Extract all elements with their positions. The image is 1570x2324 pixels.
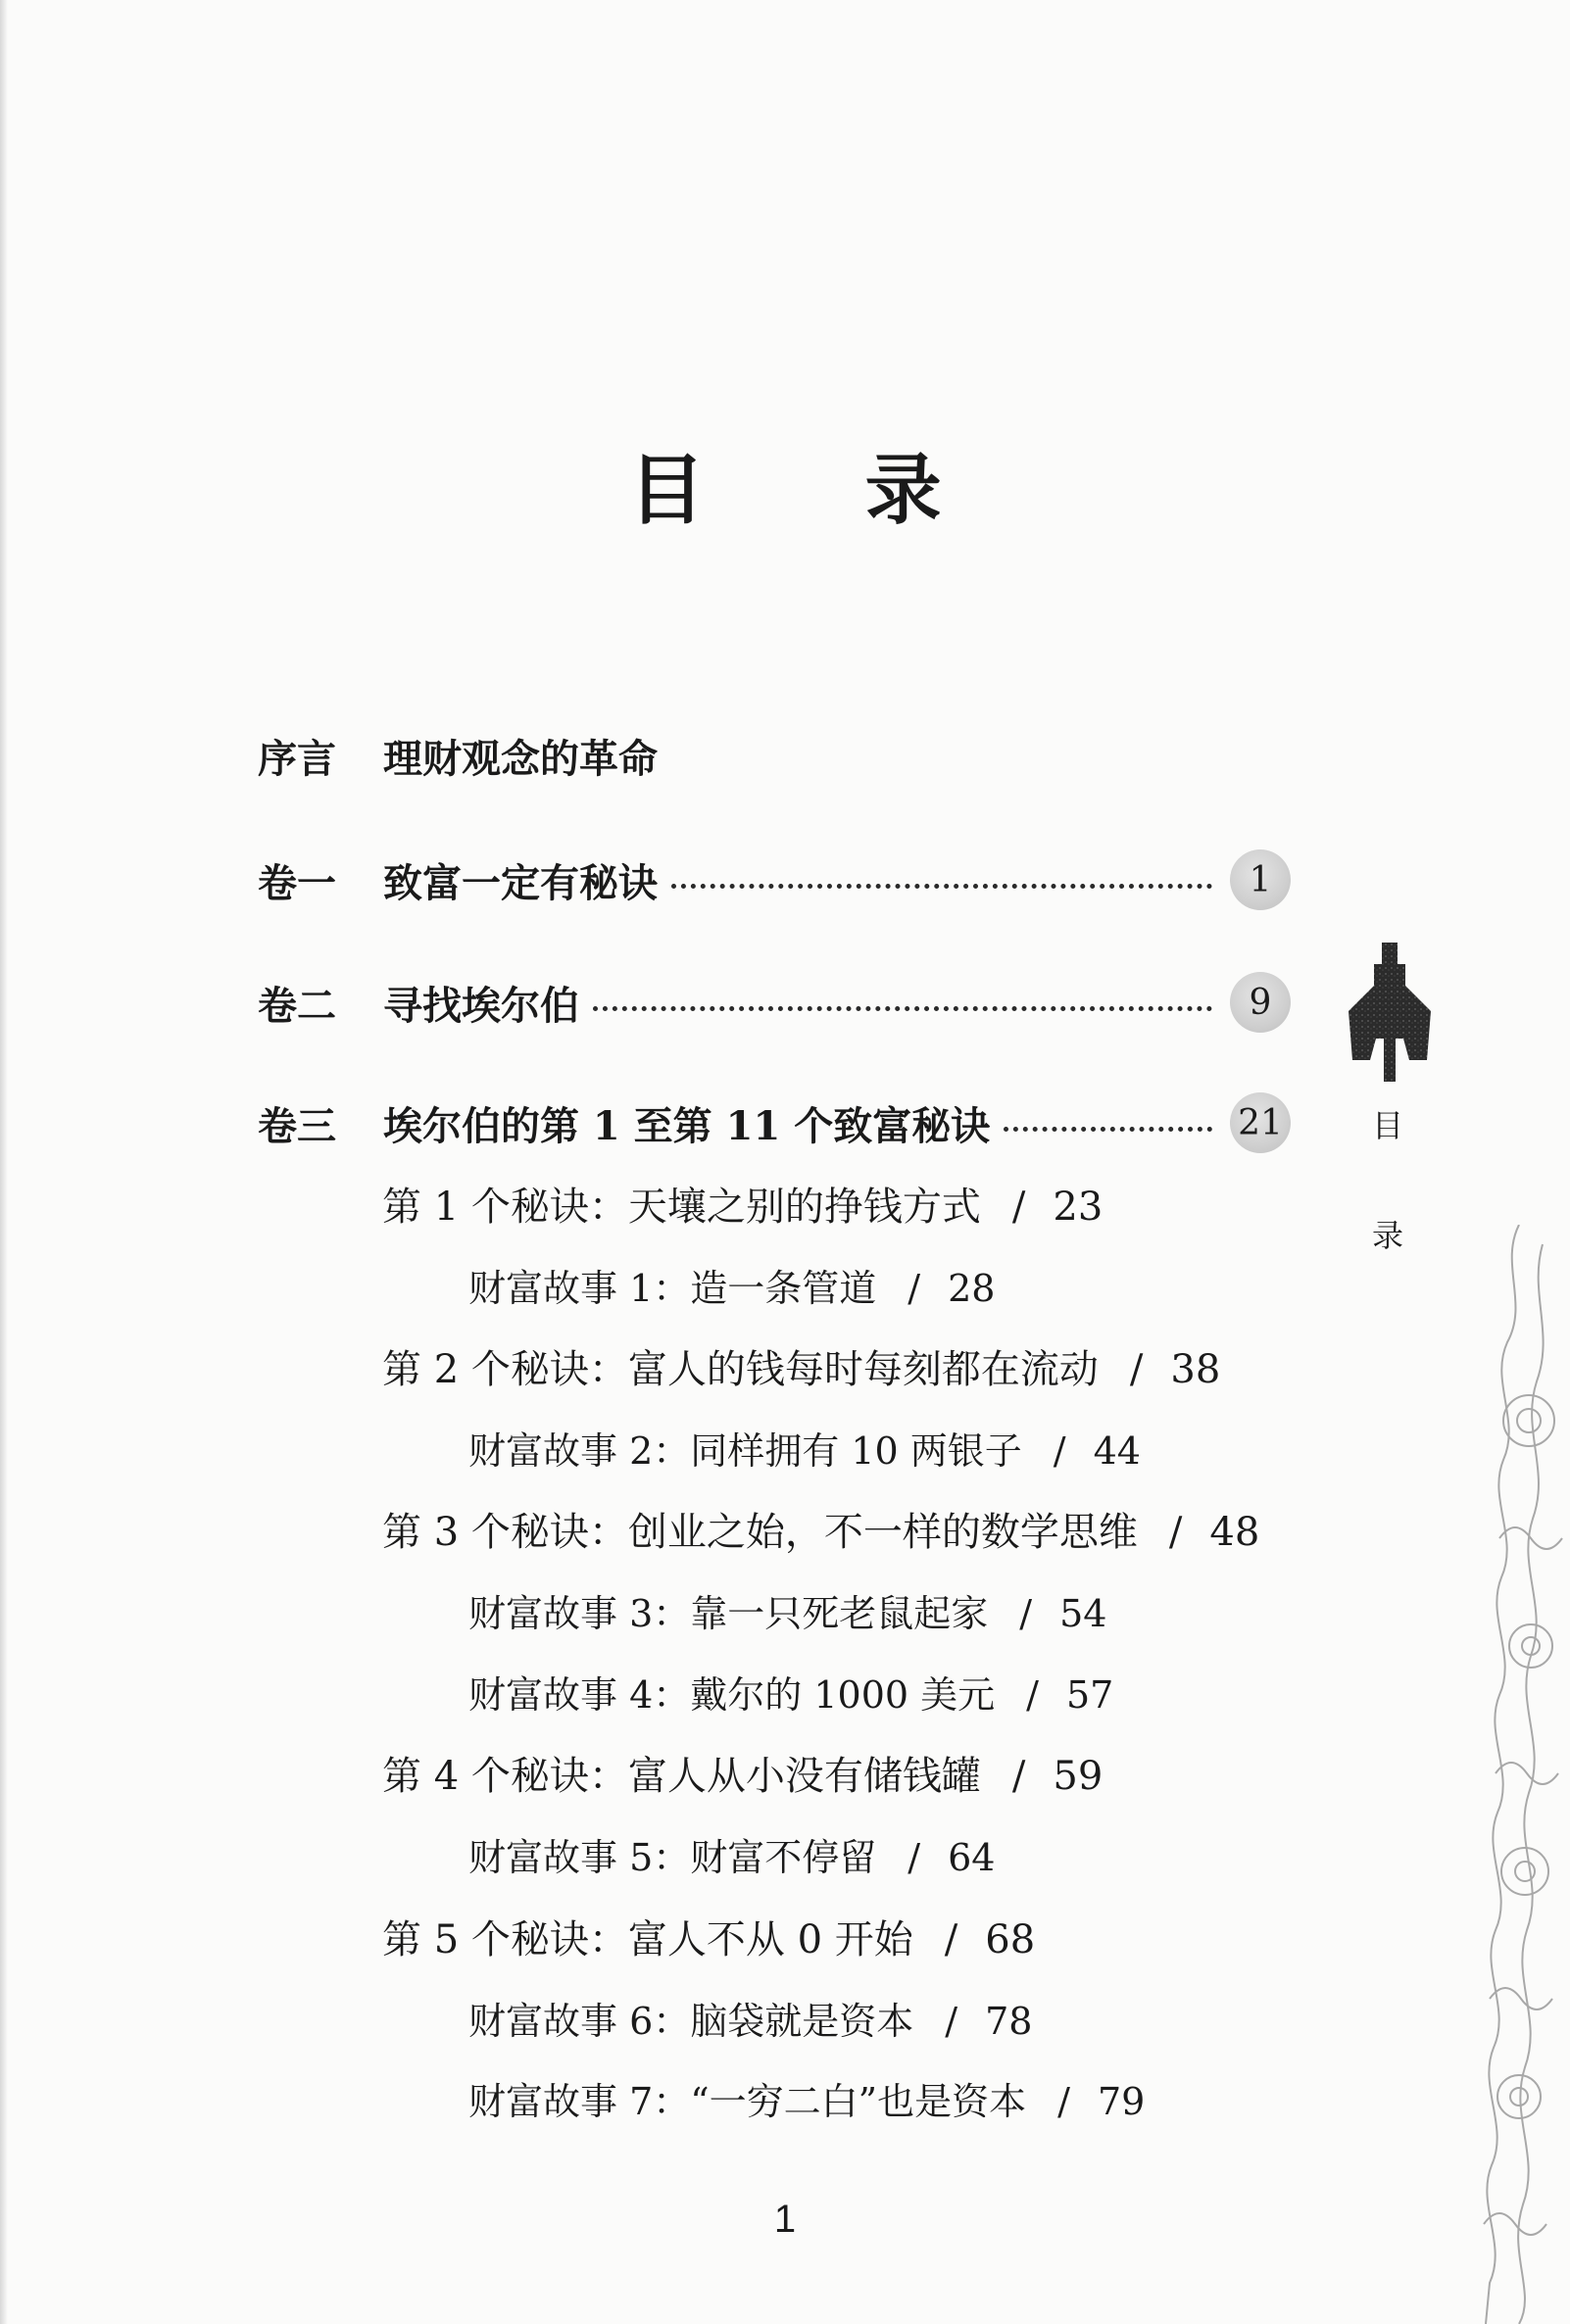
entry-title: 财富故事 3：靠一只死老鼠起家	[468, 1592, 989, 1635]
toc-story-entry[interactable]	[468, 1836, 996, 1879]
page-separator: /	[1026, 1673, 1039, 1717]
page-separator: /	[1129, 1347, 1144, 1392]
scan-edge-shadow	[0, 0, 8, 2324]
entry-title: 第 4 个秘诀：富人从小没有储钱罐	[382, 1754, 981, 1799]
page-separator: /	[945, 2000, 958, 2043]
entry-title: 财富故事 5：财富不停留	[468, 1836, 877, 1879]
chapter-title: 致富一定有秘诀	[383, 859, 658, 906]
dot-leader	[671, 884, 1212, 889]
toc-chapter-3[interactable]	[258, 1092, 1291, 1153]
toc-story-entry[interactable]	[468, 2000, 1033, 2043]
dot-leader	[593, 1006, 1212, 1011]
page-title: 目 录	[628, 446, 1008, 535]
page-separator: /	[1168, 1510, 1183, 1555]
chapter-label: 卷三	[258, 1102, 336, 1149]
preface-title: 理财观念的革命	[383, 736, 658, 782]
toc-story-entry[interactable]	[468, 1673, 1114, 1717]
chapter-title: 埃尔伯的第 1 至第 11 个致富秘诀	[383, 1102, 991, 1149]
page-separator: /	[944, 1917, 958, 1962]
entry-page: 79	[1097, 2080, 1146, 2123]
running-head-char: 录	[1372, 1217, 1404, 1254]
entry-title: 第 5 个秘诀：富人不从 0 开始	[382, 1917, 913, 1962]
entry-page: 64	[948, 1836, 996, 1879]
entry-title: 财富故事 1：造一条管道	[468, 1267, 877, 1310]
page-separator: /	[1019, 1592, 1033, 1635]
entry-title: 财富故事 2：同样拥有 10 两银子	[468, 1429, 1022, 1473]
page-number: 1	[773, 2198, 797, 2241]
page-separator: /	[908, 1836, 921, 1879]
page-separator: /	[1011, 1754, 1026, 1799]
entry-title: 第 3 个秘诀：创业之始，不一样的数学思维	[382, 1510, 1138, 1555]
toc-chapter-1[interactable]	[258, 849, 1291, 910]
entry-page: 48	[1209, 1510, 1260, 1555]
page-badge: 1	[1230, 849, 1291, 910]
entry-title: 财富故事 4：戴尔的 1000 美元	[468, 1673, 996, 1717]
toc-preface[interactable]	[258, 736, 658, 782]
toc-story-entry[interactable]	[468, 2080, 1146, 2123]
page-separator: /	[1057, 2080, 1070, 2123]
toc-secret-entry[interactable]	[382, 1510, 1260, 1555]
page-separator: /	[908, 1267, 921, 1310]
entry-page: 44	[1093, 1429, 1141, 1473]
running-head-char: 目	[1372, 1107, 1404, 1144]
toc-secret-entry[interactable]	[382, 1917, 1036, 1962]
entry-page: 59	[1053, 1754, 1104, 1799]
chapter-label: 卷二	[258, 982, 336, 1029]
entry-page: 78	[985, 2000, 1033, 2043]
toc-secret-entry[interactable]	[382, 1754, 1104, 1799]
entry-title: 第 1 个秘诀：天壤之别的挣钱方式	[382, 1185, 981, 1230]
toc-story-entry[interactable]	[468, 1592, 1107, 1635]
entry-page: 57	[1065, 1673, 1114, 1717]
dot-leader	[1004, 1127, 1212, 1132]
entry-title: 第 2 个秘诀：富人的钱每时每刻都在流动	[382, 1347, 1099, 1392]
page-separator: /	[1053, 1429, 1066, 1473]
spade-coin-icon	[1349, 943, 1431, 1082]
chapter-title: 寻找埃尔伯	[383, 982, 579, 1029]
entry-title: 财富故事 6：脑袋就是资本	[468, 2000, 914, 2043]
ornamental-border	[1460, 1225, 1570, 2324]
entry-title: 财富故事 7：“一穷二白”也是资本	[468, 2080, 1027, 2123]
entry-page: 38	[1170, 1347, 1221, 1392]
page-separator: /	[1011, 1185, 1026, 1230]
entry-page: 54	[1059, 1592, 1107, 1635]
toc-secret-entry[interactable]	[382, 1185, 1104, 1230]
toc-story-entry[interactable]	[468, 1267, 996, 1310]
entry-page: 68	[985, 1917, 1036, 1962]
page-badge: 21	[1230, 1092, 1291, 1153]
chapter-label: 卷一	[258, 859, 336, 906]
entry-page: 23	[1053, 1185, 1104, 1230]
toc-secret-entry[interactable]	[382, 1347, 1221, 1392]
toc-chapter-2[interactable]	[258, 972, 1291, 1033]
entry-page: 28	[948, 1267, 996, 1310]
preface-label: 序言	[258, 736, 336, 782]
page-badge: 9	[1230, 972, 1291, 1033]
toc-story-entry[interactable]	[468, 1429, 1141, 1473]
